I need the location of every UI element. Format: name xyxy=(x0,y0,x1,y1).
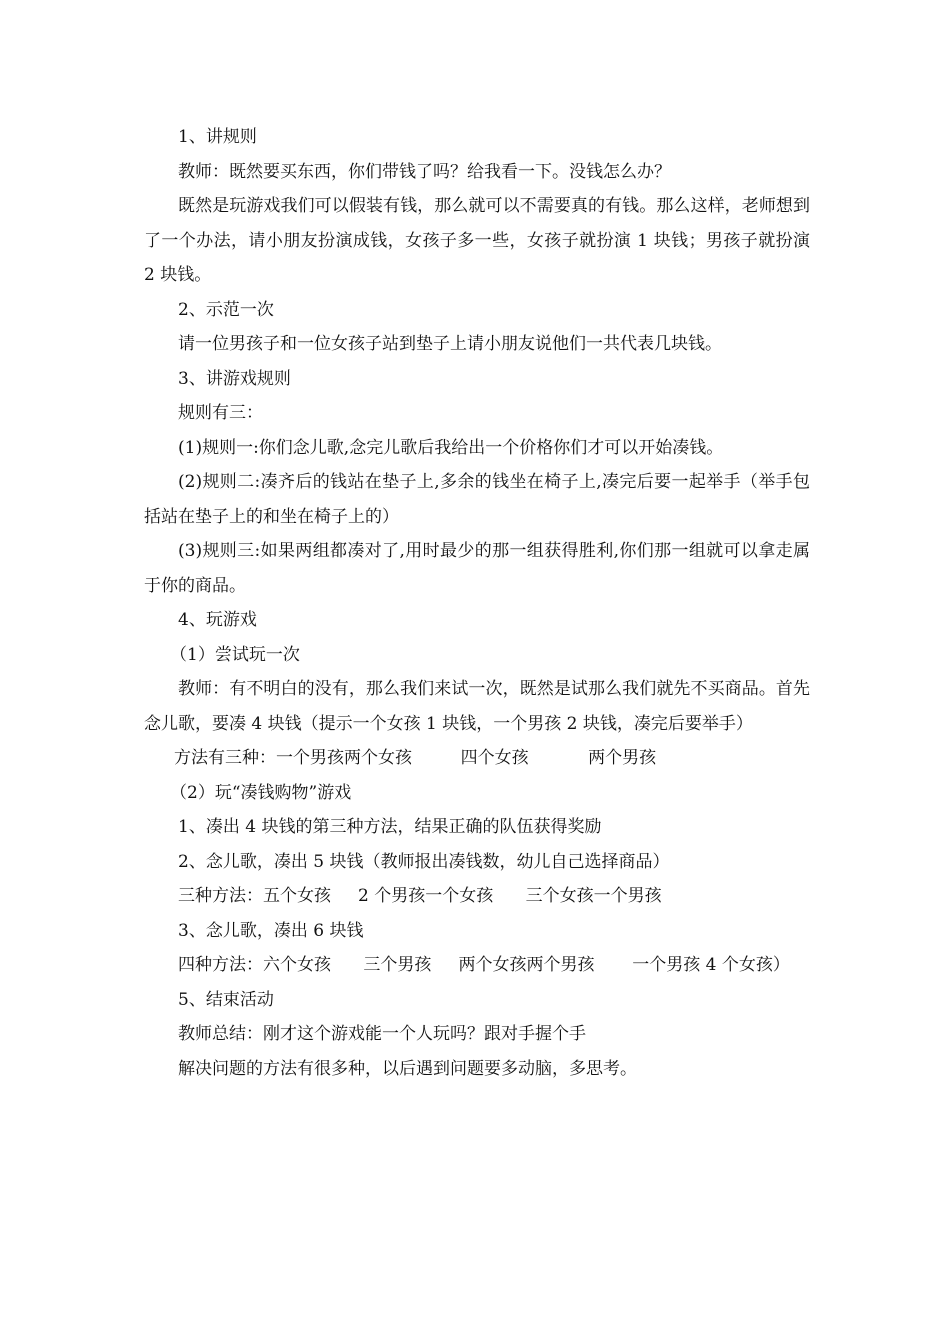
pretend-money-paragraph: 既然是玩游戏我们可以假装有钱，那么就可以不需要真的有钱。那么这样，老师想到了一个办法，请小朋友扮演成钱，女孩子多一些，女孩子就扮演 1 块钱；男孩子就扮演 2 块钱。 xyxy=(144,196,816,285)
section-heading-game-rules: 3、讲游戏规则 xyxy=(178,368,291,389)
step-three: 3、念儿歌，凑出 6 块钱 xyxy=(178,920,364,941)
teacher-try-paragraph: 教师：有不明白的没有，那么我们来试一次，既然是试那么我们就先不买商品。首先念儿歌，要凑 4 块钱（提示一个女孩 1 块钱，一个男孩 2 块钱，凑完后要举手） xyxy=(144,679,810,734)
rule-one: (1)规则一:你们念儿歌,念完儿歌后我给出一个价格你们才可以开始凑钱。 xyxy=(178,437,724,458)
subheading-play-game: （2）玩“凑钱购物”游戏 xyxy=(170,782,352,803)
document-body xyxy=(144,120,816,1086)
teacher-question: 教师：既然要买东西，你们带钱了吗？给我看一下。没钱怎么办？ xyxy=(178,161,671,182)
closing-paragraph: 解决问题的方法有很多种，以后遇到问题要多动脑，多思考。 xyxy=(178,1058,637,1079)
subheading-try-once: （1）尝试玩一次 xyxy=(170,644,300,665)
methods-five-yuan: 三种方法：五个女孩 2 个男孩一个女孩 三个女孩一个男孩 xyxy=(178,886,662,906)
rules-intro: 规则有三： xyxy=(178,403,263,423)
demo-paragraph: 请一位男孩子和一位女孩子站到垫子上请小朋友说他们一共代表几块钱。 xyxy=(178,334,722,354)
methods-six-yuan: 四种方法：六个女孩 三个男孩 两个女孩两个男孩 一个男孩 4 个女孩） xyxy=(178,955,790,975)
section-heading-rules: 1、讲规则 xyxy=(178,127,257,147)
step-one: 1、凑出 4 块钱的第三种方法，结果正确的队伍获得奖励 xyxy=(178,817,602,837)
methods-four-yuan: 方法有三种：一个男孩两个女孩 四个女孩 两个男孩 xyxy=(174,748,657,768)
section-heading-end: 5、结束活动 xyxy=(178,989,274,1010)
rule-three: (3)规则三:如果两组都凑对了,用时最少的那一组获得胜利,你们那一组就可以拿走属于你的商品。 xyxy=(144,541,810,596)
rule-two: (2)规则二:凑齐后的钱站在垫子上,多余的钱坐在椅子上,凑完后要一起举手（举手包括站在垫子上的和坐在椅子上的） xyxy=(144,472,810,527)
section-heading-play: 4、玩游戏 xyxy=(178,610,257,630)
step-two: 2、念儿歌，凑出 5 块钱（教师报出凑钱数，幼儿自己选择商品） xyxy=(178,851,670,872)
teacher-summary: 教师总结：刚才这个游戏能一个人玩吗？跟对手握个手 xyxy=(178,1024,586,1044)
section-heading-demo: 2、示范一次 xyxy=(178,299,274,320)
